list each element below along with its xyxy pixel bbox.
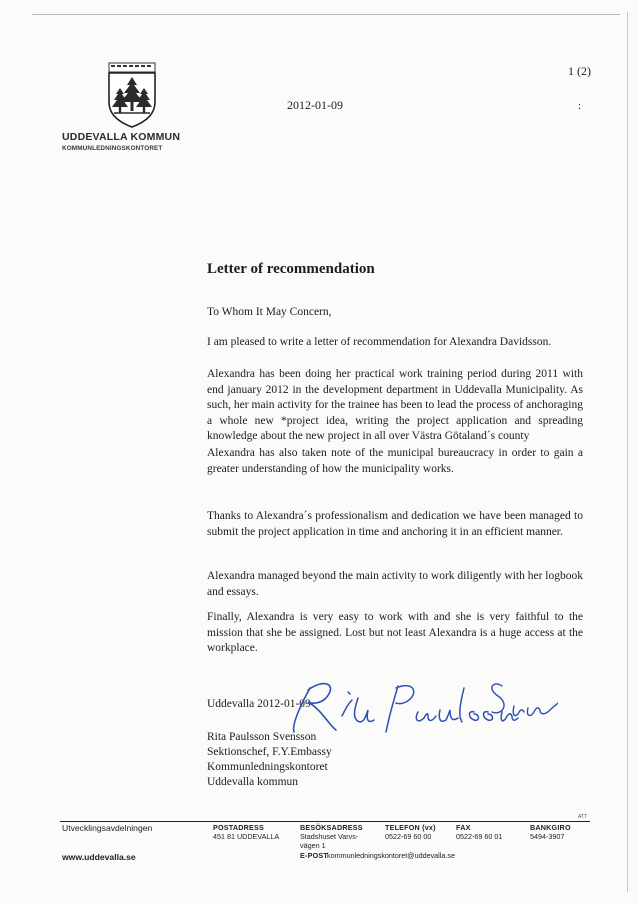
footer-corner-mark: ATT	[578, 814, 588, 820]
body-paragraph: Alexandra managed beyond the main activity to work diligently with her logbook and essays.	[207, 570, 583, 598]
scan-edge-right	[627, 12, 628, 892]
signer-office: Kommunledningskontoret	[207, 761, 328, 773]
organization-name: UDDEVALLA KOMMUN	[62, 131, 181, 143]
footer-visit-label: BESÖKSADRESS	[300, 823, 363, 832]
intro-paragraph: I am pleased to write a letter of recommendation for Alexandra Davidsson.	[207, 336, 552, 348]
body-paragraph: Alexandra has been doing her practical work training period during 2011 with end january 2012 in the development department in Uddevalla Municipality. As such, her main activity for the trainee has been to lead the process of anchoraging a whole new *project idea, writing the project application and spreading knowledge about the new project in all over Västra Götaland´s county	[207, 368, 583, 443]
footer-visit-value-line2: vägen 1	[300, 841, 326, 850]
coat-of-arms-icon	[106, 62, 158, 128]
footer-department: Utvecklingsavdelningen	[62, 823, 153, 833]
header-mark: :	[578, 100, 582, 112]
footer-postal-label: POSTADRESS	[213, 823, 264, 832]
footer-email-label: E-POST	[300, 851, 328, 860]
footer-phone-value: 0522-69 60 00	[385, 832, 432, 841]
page-number: 1 (2)	[568, 64, 591, 78]
body-paragraph: Alexandra has also taken note of the municipal bureaucracy in order to gain a greater understanding of how the municipality works.	[207, 447, 583, 475]
footer-divider	[60, 821, 590, 822]
signer-name: Rita Paulsson Svensson	[207, 731, 317, 743]
footer-fax-label: FAX	[456, 823, 471, 832]
signer-organization: Uddevalla kommun	[207, 776, 299, 788]
footer-bank-value: 5494-3907	[530, 832, 565, 841]
body-paragraph: Thanks to Alexandra´s professionalism and dedication we have been managed to submit the project application in time and anchoring it in an efficient manner.	[207, 510, 583, 538]
footer-postal-value: 451 81 UDDEVALLA	[213, 832, 280, 841]
sign-place-date: Uddevalla 2012-01-09	[207, 698, 311, 710]
footer-bank-label: BANKGIRO	[530, 823, 571, 832]
footer-visit-value-line1: Stadshuset Varvs-	[300, 832, 359, 841]
footer-website[interactable]: www.uddevalla.se	[62, 852, 136, 862]
footer-email-value[interactable]: kommunledningskontoret@uddevalla.se	[327, 851, 455, 860]
footer-phone-label: TELEFON (vx)	[385, 823, 436, 832]
letter-date: 2012-01-09	[287, 98, 343, 112]
organization-department: KOMMUNLEDNINGSKONTORET	[62, 145, 163, 152]
signer-title: Sektionschef, F.Y.Embassy	[207, 746, 332, 758]
greeting: To Whom It May Concern,	[207, 306, 332, 318]
letter-heading: Letter of recommendation	[207, 261, 375, 277]
scan-edge-top	[32, 14, 620, 15]
footer-fax-value: 0522-69 60 01	[456, 832, 503, 841]
body-paragraph: Finally, Alexandra is very easy to work with and she is very faithful to the mission that she be assigned. Lost but not least Alexandra is a huge access at the workplace.	[207, 611, 583, 655]
